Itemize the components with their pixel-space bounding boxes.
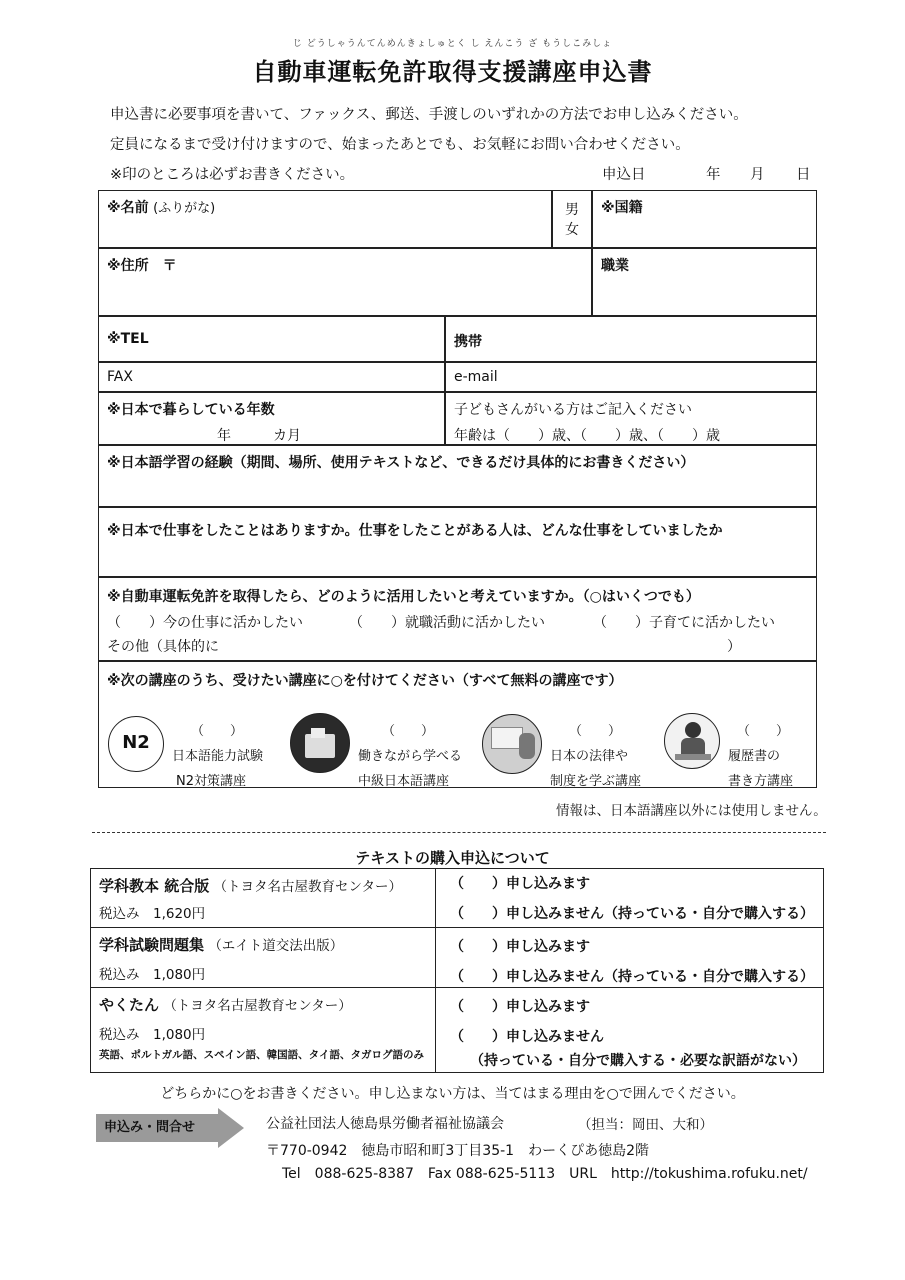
work-experience-field[interactable] xyxy=(98,507,817,577)
apply-option[interactable]: （ ）申し込みます xyxy=(450,939,590,955)
course-paren[interactable]: （ ） xyxy=(736,724,789,739)
tel-field[interactable] xyxy=(98,316,445,362)
contact-badge: 申込み・問合せ xyxy=(104,1120,196,1135)
course-resume[interactable] xyxy=(728,720,798,789)
n2-icon: N2 xyxy=(108,716,164,772)
license-usage-label: ※自動車運転免許を取得したら、どのように活用したいと考えていますか。（○はいくつでも） xyxy=(107,589,700,605)
gender-female[interactable]: 女 xyxy=(565,222,579,238)
title-ruby: じ どうしゃうんてんめんきょしゅとく し えんこう ざ もうしこみしょ xyxy=(292,39,613,49)
course-line2: 制度を学ぶ講座 xyxy=(550,774,642,789)
contact-address: 〒770-0942 徳島市昭和町3丁目35-1 わーくぴあ徳島2階 xyxy=(266,1143,649,1159)
occupation-field[interactable] xyxy=(592,248,817,316)
name-field[interactable] xyxy=(98,190,552,248)
course-law[interactable] xyxy=(550,720,641,789)
apply-month: 月 xyxy=(750,167,765,183)
license-usage-field[interactable] xyxy=(98,577,817,661)
texts-instruction: どちらかに○をお書きください。申し込まない方は、当てはまる理由を○で囲んでください。 xyxy=(160,1086,745,1102)
resume-illustration-icon xyxy=(664,713,720,769)
nationality-field[interactable] xyxy=(592,190,817,248)
contact-org: 公益社団法人徳島県労働者福祉協議会 xyxy=(266,1116,504,1132)
text-publisher: （トヨタ名古屋教育センター） xyxy=(163,998,352,1014)
apply-day: 日 xyxy=(796,167,811,183)
mobile-label: 携帯 xyxy=(454,334,482,350)
contact-line[interactable]: Tel 088-625-8387 Fax 088-625-5113 URL http://tokushima.rofuku.net/ xyxy=(282,1166,808,1182)
text-price: 税込み 1,080円 xyxy=(99,1027,206,1043)
gender-field[interactable] xyxy=(552,190,592,248)
option-other[interactable]: その他（具体的に xyxy=(107,639,219,655)
text-languages: 英語、ポルトガル語、スペイン語、韓国語、タイ語、タガログ語のみ xyxy=(99,1049,424,1061)
course-paren[interactable]: （ ） xyxy=(568,724,621,739)
apply-date-label: 申込日 xyxy=(602,167,646,183)
apply-option[interactable]: （ ）申し込みます xyxy=(450,999,590,1015)
work-study-photo-icon xyxy=(290,713,350,773)
address-field[interactable] xyxy=(98,248,592,316)
nationality-label: ※国籍 xyxy=(601,200,643,216)
children-label: 子どもさんがいる方はご記入ください xyxy=(454,402,692,418)
text-publisher: （エイト道交法出版） xyxy=(208,938,344,954)
law-photo-icon xyxy=(482,714,542,774)
study-experience-label: ※日本語学習の経験（期間、場所、使用テキストなど、できるだけ具体的にお書きください） xyxy=(107,455,695,471)
apply-year: 年 xyxy=(706,167,721,183)
course-line2: 中級日本語講座 xyxy=(358,774,450,789)
text-publisher: （トヨタ名古屋教育センター） xyxy=(213,879,402,895)
option-job-hunting[interactable]: （ ）就職活動に活かしたい xyxy=(349,615,545,631)
occupation-label: 職業 xyxy=(601,258,629,274)
course-intermediate[interactable] xyxy=(358,720,462,789)
name-hint: (ふりがな) xyxy=(153,201,216,216)
email-field[interactable] xyxy=(445,362,817,392)
option-other-close: ） xyxy=(727,639,741,655)
children-ages[interactable]: 年齢は（ ）歳、（ ）歳、（ ）歳 xyxy=(454,428,720,444)
course-line1: 日本語能力試験 xyxy=(172,749,264,764)
not-apply-option[interactable]: （ ）申し込みません（持っている・自分で購入する） xyxy=(450,906,814,922)
course-paren[interactable]: （ ） xyxy=(381,724,434,739)
fax-label: FAX xyxy=(107,369,133,385)
intro-line-2: 定員になるまで受け付けますので、始まったあとでも、お気軽にお問い合わせください。 xyxy=(110,137,690,153)
gender-male[interactable]: 男 xyxy=(565,202,579,218)
texts-heading: テキストの購入申込について xyxy=(355,849,550,867)
texts-table xyxy=(90,868,824,1073)
years-unit: 年 カ月 xyxy=(217,428,301,444)
course-line2: 書き方講座 xyxy=(728,774,794,789)
course-line1: 働きながら学べる xyxy=(358,749,463,764)
contact-staff: （担当：岡田、大和） xyxy=(578,1117,713,1133)
text-price: 税込み 1,080円 xyxy=(99,967,206,983)
apply-option[interactable]: （ ）申し込みます xyxy=(450,876,590,892)
courses-label: ※次の講座のうち、受けたい講座に○を付けてください（すべて無料の講座です） xyxy=(107,673,623,689)
not-apply-reason[interactable]: （持っている・自分で購入する・必要な訳語がない） xyxy=(470,1053,806,1069)
years-in-japan-field[interactable] xyxy=(98,392,445,445)
text-title: やくたん xyxy=(99,996,160,1014)
text-title: 学科試験問題集 xyxy=(99,936,205,954)
privacy-note: 情報は、日本語講座以外には使用しません。 xyxy=(556,803,827,819)
children-field[interactable] xyxy=(445,392,817,445)
option-current-job[interactable]: （ ）今の仕事に活かしたい xyxy=(107,615,303,631)
cut-line xyxy=(92,832,826,833)
table-row xyxy=(91,927,823,987)
course-line1: 履歴書の xyxy=(728,749,781,764)
text-price: 税込み 1,620円 xyxy=(99,906,206,922)
required-note: ※印のところは必ずお書きください。 xyxy=(110,167,355,183)
not-apply-option[interactable]: （ ）申し込みません（持っている・自分で購入する） xyxy=(450,969,814,985)
course-line1: 日本の法律や xyxy=(550,749,629,764)
table-row xyxy=(91,987,823,1072)
email-label: e-mail xyxy=(454,369,498,385)
text-title: 学科教本 統合版 xyxy=(99,877,210,895)
table-row xyxy=(91,869,823,927)
years-in-japan-label: ※日本で暮らしている年数 xyxy=(107,402,275,418)
page-title: 自動車運転免許取得支援講座申込書 xyxy=(252,58,653,86)
address-label: ※住所 〒 xyxy=(107,258,177,274)
not-apply-option[interactable]: （ ）申し込みません xyxy=(450,1029,604,1045)
work-experience-label: ※日本で仕事をしたことはありますか。仕事をしたことがある人は、どんな仕事をしていましたか xyxy=(107,523,723,539)
tel-label: ※TEL xyxy=(107,331,149,347)
course-line2: N2対策講座 xyxy=(176,774,246,789)
mobile-field[interactable] xyxy=(445,316,817,362)
option-child-rearing[interactable]: （ ）子育てに活かしたい xyxy=(593,615,775,631)
study-experience-field[interactable] xyxy=(98,445,817,507)
course-n2[interactable] xyxy=(172,720,263,789)
intro-line-1: 申込書に必要事項を書いて、ファックス、郵送、手渡しのいずれかの方法でお申し込みください。 xyxy=(110,107,748,123)
fax-field[interactable] xyxy=(98,362,445,392)
course-paren[interactable]: （ ） xyxy=(190,724,243,739)
name-label: ※名前 xyxy=(107,200,149,216)
